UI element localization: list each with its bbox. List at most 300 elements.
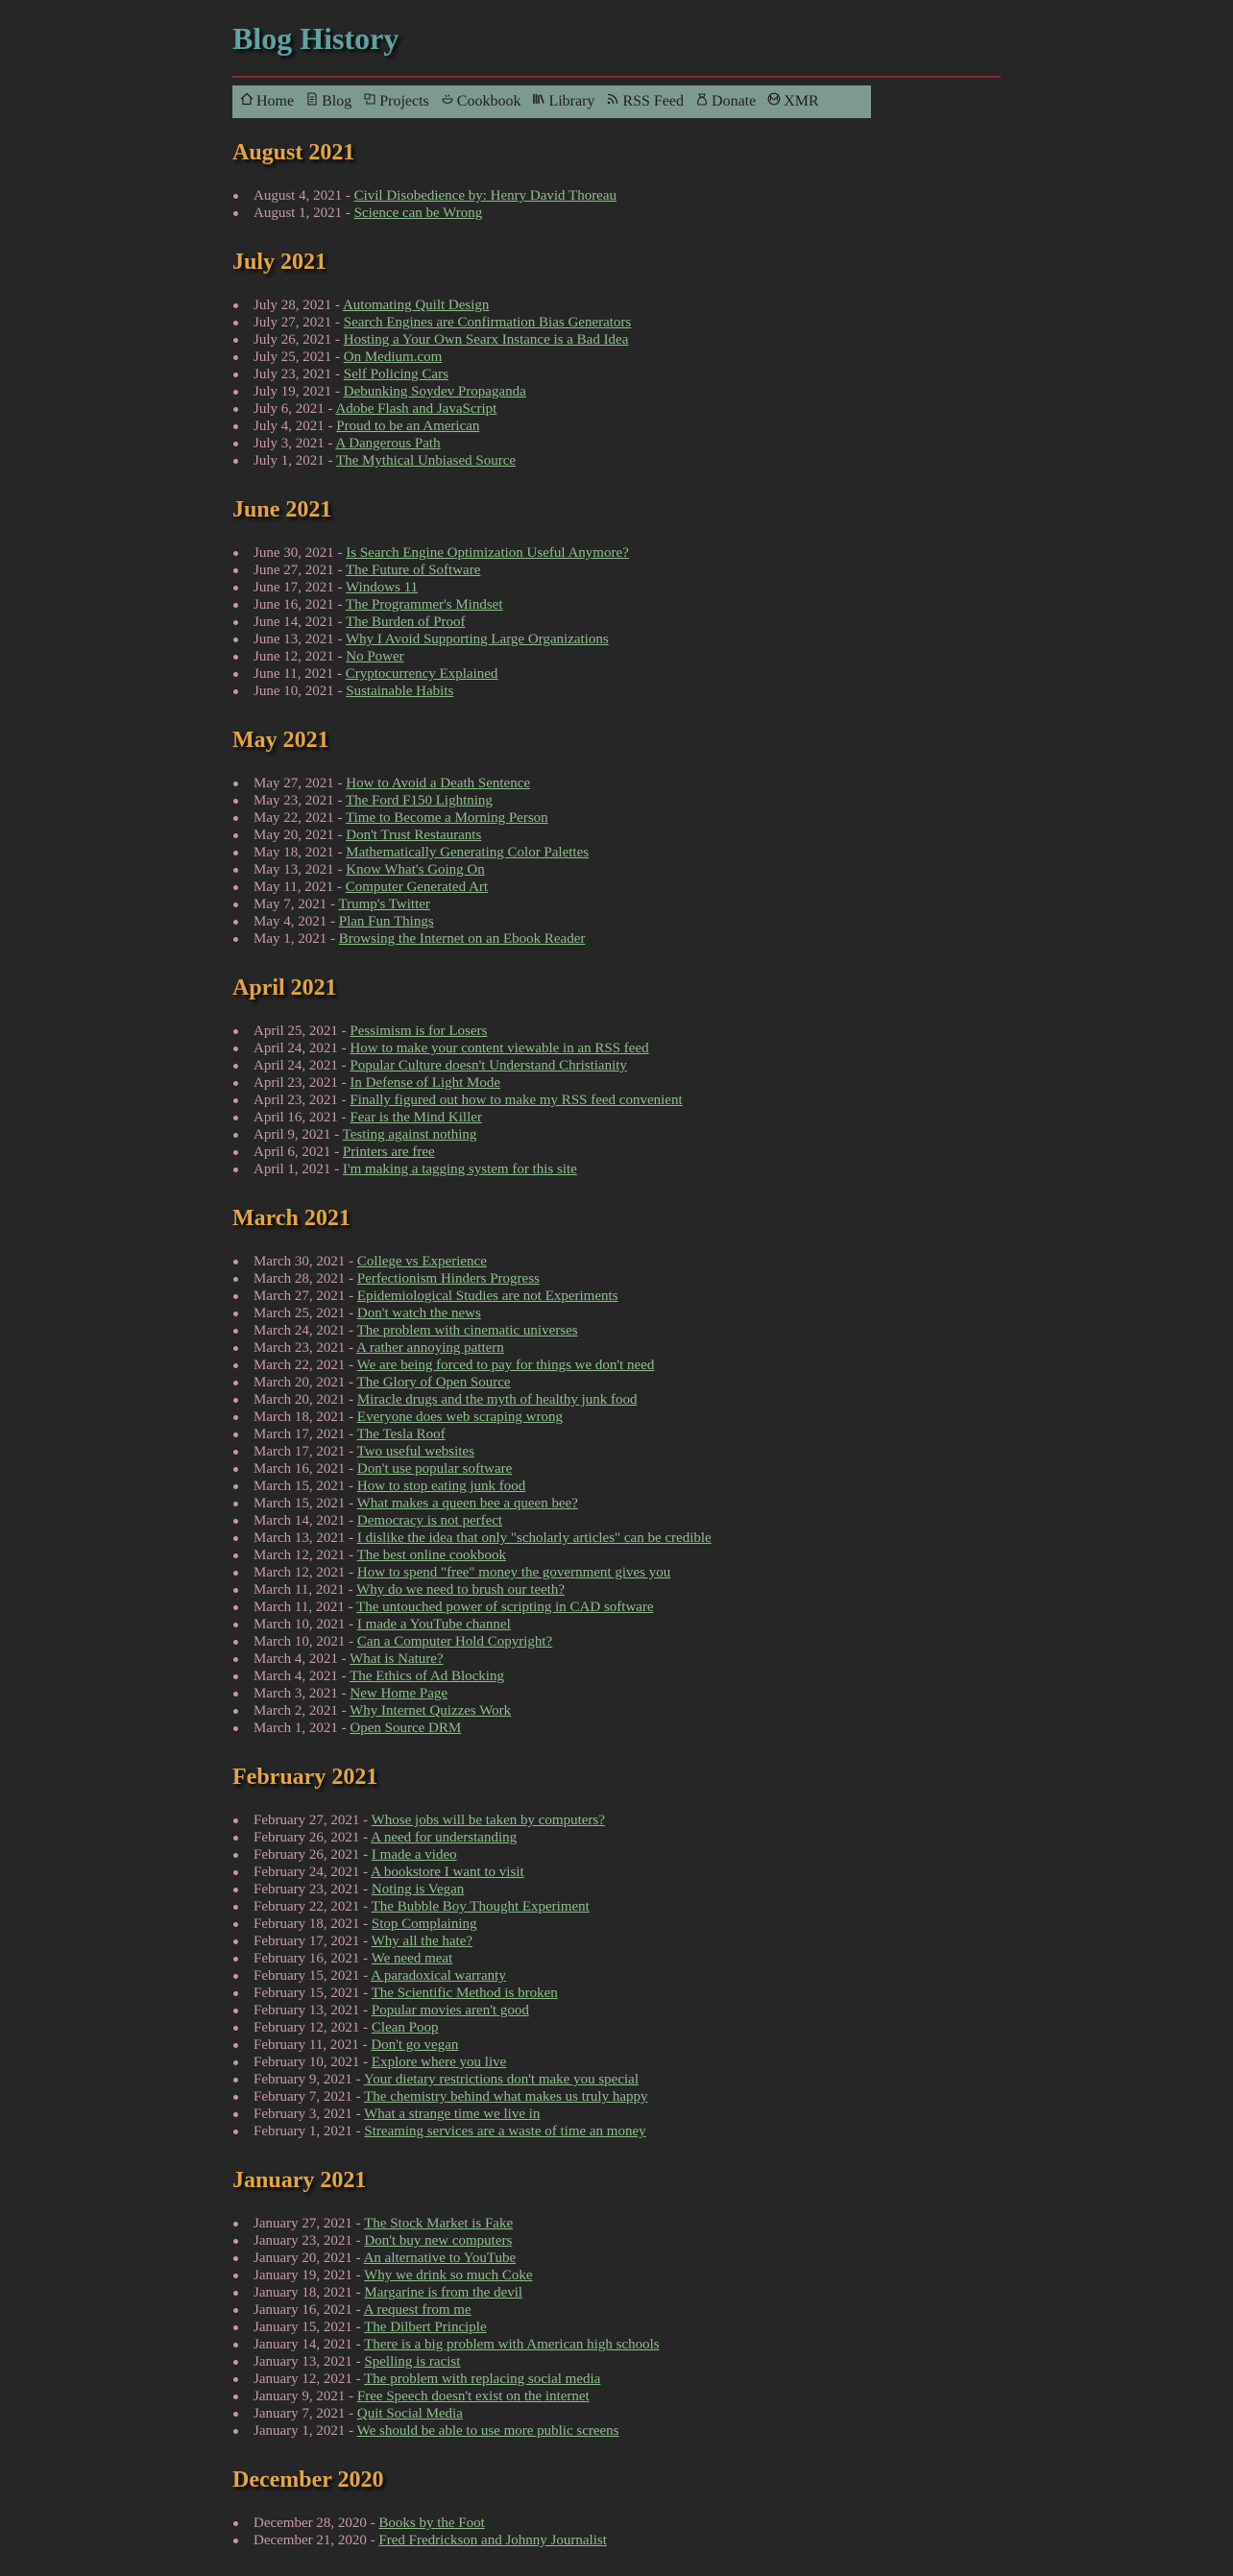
post-link[interactable]: The Ford F150 Lightning xyxy=(345,793,493,808)
post-link[interactable]: Finally figured out how to make my RSS feed convenient xyxy=(350,1093,683,1108)
post-link[interactable]: Debunking Soydev Propaganda xyxy=(343,384,526,399)
list-item xyxy=(254,2019,1001,2036)
post-link[interactable]: The Mythical Unbiased Source xyxy=(336,453,517,469)
date-separator: - xyxy=(337,1669,351,1684)
post-date: June 27, 2021 xyxy=(254,563,334,578)
post-link[interactable]: A request from me xyxy=(363,2302,471,2318)
date-separator: - xyxy=(345,1530,357,1546)
list-item xyxy=(254,366,1001,383)
date-separator: - xyxy=(351,2268,365,2283)
post-link[interactable]: Know What's Going On xyxy=(346,862,485,878)
post-link[interactable]: Why I Avoid Supporting Large Organizations xyxy=(345,632,609,647)
nav-item-projects[interactable] xyxy=(363,93,429,110)
date-separator: - xyxy=(337,1041,351,1056)
date-separator: - xyxy=(345,1444,357,1459)
post-date: May 20, 2021 xyxy=(254,828,334,843)
post-link[interactable]: Civil Disobedience by: Henry David Thoreau xyxy=(353,188,616,204)
post-list xyxy=(232,544,1001,700)
date-separator: - xyxy=(359,1882,372,1897)
date-separator: - xyxy=(345,1306,357,1321)
post-date: April 6, 2021 xyxy=(254,1144,331,1160)
list-item xyxy=(254,579,1001,596)
post-date: February 26, 2021 xyxy=(254,1830,360,1845)
home-icon xyxy=(240,92,254,106)
post-list xyxy=(232,1812,1001,2140)
date-separator: - xyxy=(331,298,343,313)
nav-item-donate[interactable] xyxy=(695,93,756,110)
date-separator: - xyxy=(333,545,347,561)
date-separator: - xyxy=(359,1830,372,1845)
post-link[interactable]: Hosting a Your Own Searx Instance is a Bad Idea xyxy=(343,332,629,348)
month-heading: January 2021 xyxy=(232,2168,367,2193)
rss-icon xyxy=(606,92,619,106)
post-date: July 4, 2021 xyxy=(254,419,325,434)
month-heading: June 2021 xyxy=(232,497,332,522)
list-item xyxy=(254,1074,1001,1092)
date-separator: - xyxy=(345,1634,357,1649)
post-link[interactable]: Don't use popular software xyxy=(356,1461,513,1477)
post-date: March 3, 2021 xyxy=(254,1686,338,1701)
post-date: March 14, 2021 xyxy=(254,1513,346,1529)
post-link[interactable]: The best online cookbook xyxy=(356,1548,507,1563)
list-item xyxy=(254,2336,1001,2353)
post-list xyxy=(232,1253,1001,1737)
post-link[interactable]: Self Policing Cars xyxy=(343,367,448,382)
date-separator: - xyxy=(351,2107,365,2122)
post-date: June 14, 2021 xyxy=(254,614,334,630)
list-item xyxy=(254,435,1001,452)
date-separator: - xyxy=(333,776,347,791)
month-section xyxy=(232,1205,1001,1737)
post-link[interactable]: The Bubble Boy Thought Experiment xyxy=(371,1899,590,1914)
post-link[interactable]: Fear is the Mind Killer xyxy=(350,1110,482,1125)
post-link[interactable]: On Medium.com xyxy=(343,349,443,365)
header-divider xyxy=(232,76,1001,78)
list-item xyxy=(254,1812,1001,1829)
post-date: July 1, 2021 xyxy=(254,453,325,469)
post-link[interactable]: Don't Trust Restaurants xyxy=(346,828,482,843)
date-separator: - xyxy=(344,1600,357,1615)
post-link[interactable]: Windows 11 xyxy=(345,580,419,595)
post-date: July 6, 2021 xyxy=(254,401,325,417)
post-link[interactable]: We should be able to use more public screens xyxy=(356,2423,619,2439)
date-separator: - xyxy=(351,2072,364,2087)
post-link[interactable]: A rather annoying pattern xyxy=(356,1340,504,1356)
date-separator: - xyxy=(345,1375,357,1390)
list-item xyxy=(254,1144,1001,1161)
date-separator: - xyxy=(345,1271,357,1287)
date-separator: - xyxy=(351,2233,365,2249)
list-item xyxy=(254,1426,1001,1443)
post-date: February 24, 2021 xyxy=(254,1865,360,1880)
list-item xyxy=(254,1864,1001,1881)
list-item xyxy=(254,1950,1001,1967)
nav-item-label: RSS Feed xyxy=(622,93,685,109)
date-separator: - xyxy=(359,1899,372,1914)
post-link[interactable]: Don't watch the news xyxy=(356,1306,481,1321)
date-separator: - xyxy=(351,2302,364,2318)
date-separator: - xyxy=(337,1721,351,1736)
date-separator: - xyxy=(345,1617,357,1632)
post-link[interactable]: The Glory of Open Source xyxy=(356,1375,511,1390)
list-item xyxy=(254,2106,1001,2123)
list-item xyxy=(254,331,1001,349)
post-date: February 12, 2021 xyxy=(254,2020,360,2035)
post-link[interactable]: The problem with replacing social media xyxy=(364,2371,601,2387)
list-item xyxy=(254,1599,1001,1616)
list-item xyxy=(254,1668,1001,1685)
post-date: February 23, 2021 xyxy=(254,1882,360,1897)
post-link[interactable]: Don't buy new computers xyxy=(364,2233,513,2249)
date-separator: - xyxy=(333,810,346,826)
post-link[interactable]: The Burden of Proof xyxy=(345,614,466,630)
post-date: February 22, 2021 xyxy=(254,1899,360,1914)
post-link[interactable]: The untouched power of scripting in CAD software xyxy=(356,1600,654,1615)
post-link[interactable]: Pessimism is for Losers xyxy=(350,1023,488,1039)
nav-item-label: Home xyxy=(256,93,295,109)
document-icon xyxy=(305,92,319,106)
list-item xyxy=(254,2215,1001,2232)
list-item xyxy=(254,1529,1001,1547)
post-date: June 10, 2021 xyxy=(254,684,334,699)
post-link[interactable]: Everyone does web scraping wrong xyxy=(356,1409,564,1425)
month-heading: December 2020 xyxy=(232,2468,384,2492)
list-item xyxy=(254,2232,1001,2250)
date-separator: - xyxy=(359,1934,372,1949)
date-separator: - xyxy=(333,845,347,860)
post-link[interactable]: The Tesla Roof xyxy=(356,1427,446,1442)
page-container xyxy=(232,0,1001,2576)
post-link[interactable]: Democracy is not perfect xyxy=(356,1513,503,1529)
date-separator: - xyxy=(345,2406,357,2421)
post-date: March 11, 2021 xyxy=(254,1582,345,1598)
post-link[interactable]: Why Internet Quizzes Work xyxy=(350,1703,512,1719)
date-separator: - xyxy=(331,315,344,330)
post-link[interactable]: An alternative to YouTube xyxy=(363,2251,517,2266)
list-item xyxy=(254,1985,1001,2002)
date-separator: - xyxy=(337,1686,351,1701)
list-item xyxy=(254,2036,1001,2054)
date-separator: - xyxy=(345,2423,357,2439)
post-date: March 13, 2021 xyxy=(254,1530,346,1546)
post-link[interactable]: Mathematically Generating Color Palettes xyxy=(346,845,590,860)
post-link[interactable]: Miracle drugs and the myth of healthy junk food xyxy=(356,1392,638,1408)
post-link[interactable]: Quit Social Media xyxy=(356,2406,463,2421)
post-list xyxy=(232,1023,1001,1178)
list-item xyxy=(254,544,1001,562)
post-link[interactable]: Automating Quilt Design xyxy=(342,298,490,313)
post-link[interactable]: Two useful websites xyxy=(356,1444,474,1459)
page-title: Blog History xyxy=(232,21,399,56)
list-item xyxy=(254,314,1001,331)
post-date: January 9, 2021 xyxy=(254,2389,346,2404)
month-heading: July 2021 xyxy=(232,250,327,275)
nav-item-label: Donate xyxy=(712,93,757,109)
post-link[interactable]: How to stop eating junk food xyxy=(356,1479,526,1494)
post-link[interactable]: Popular Culture doesn't Understand Christianity xyxy=(350,1058,627,1073)
post-link[interactable]: I made a video xyxy=(371,1847,457,1863)
date-separator: - xyxy=(345,1254,357,1269)
list-item xyxy=(254,1253,1001,1270)
post-date: April 23, 2021 xyxy=(254,1093,338,1108)
post-date: December 28, 2020 xyxy=(254,2516,367,2531)
list-item xyxy=(254,1443,1001,1460)
nav-item-label: Library xyxy=(548,93,595,109)
date-separator: - xyxy=(333,580,346,595)
month-heading: March 2021 xyxy=(232,1206,351,1231)
post-link[interactable]: Margarine is from the devil xyxy=(364,2285,523,2300)
post-link[interactable]: Cryptocurrency Explained xyxy=(345,666,498,682)
list-item xyxy=(254,1408,1001,1426)
list-item xyxy=(254,1915,1001,1933)
post-date: March 25, 2021 xyxy=(254,1306,346,1321)
post-link[interactable]: Adobe Flash and JavaScript xyxy=(335,401,497,417)
list-item xyxy=(254,562,1001,579)
post-link[interactable]: The Scientific Method is broken xyxy=(371,1986,558,2001)
post-link[interactable]: Books by the Foot xyxy=(378,2516,485,2531)
list-item xyxy=(254,2284,1001,2301)
post-date: March 12, 2021 xyxy=(254,1565,346,1580)
post-link[interactable]: I'm making a tagging system for this site xyxy=(342,1162,577,1177)
post-link[interactable]: How to Avoid a Death Sentence xyxy=(346,776,531,791)
post-date: March 17, 2021 xyxy=(254,1444,346,1459)
post-date: June 12, 2021 xyxy=(254,649,334,664)
post-link[interactable]: A Dangerous Path xyxy=(335,436,441,451)
post-link[interactable]: Search Engines are Confirmation Bias Generators xyxy=(343,315,632,330)
nav-item-xmr[interactable] xyxy=(767,93,818,110)
main-nav xyxy=(232,85,871,118)
post-link[interactable]: Printers are free xyxy=(342,1144,435,1160)
list-item xyxy=(254,1322,1001,1339)
list-item xyxy=(254,930,1001,948)
date-separator: - xyxy=(359,2003,372,2018)
date-separator: - xyxy=(351,2089,365,2105)
list-item xyxy=(254,665,1001,683)
post-link[interactable]: We are being forced to pay for things we don't need xyxy=(356,1358,655,1373)
post-link[interactable]: I made a YouTube channel xyxy=(356,1617,511,1632)
post-date: March 12, 2021 xyxy=(254,1548,346,1563)
post-link[interactable]: Clean Poop xyxy=(371,2020,439,2035)
post-link[interactable]: Trump's Twitter xyxy=(338,897,430,912)
post-date: January 7, 2021 xyxy=(254,2406,346,2421)
post-link[interactable]: Computer Generated Art xyxy=(345,879,488,895)
post-link[interactable]: Open Source DRM xyxy=(350,1721,462,1736)
post-link[interactable]: Noting is Vegan xyxy=(371,1882,465,1897)
nav-item-rss-feed[interactable] xyxy=(606,93,684,110)
post-link[interactable]: Spelling is racist xyxy=(364,2354,461,2370)
list-item xyxy=(254,297,1001,314)
post-date: June 30, 2021 xyxy=(254,545,334,561)
post-date: February 10, 2021 xyxy=(254,2055,360,2070)
post-date: January 12, 2021 xyxy=(254,2371,352,2387)
post-link[interactable]: What makes a queen bee a queen bee? xyxy=(356,1496,578,1511)
post-link[interactable]: Can a Computer Hold Copyright? xyxy=(356,1634,553,1649)
list-item xyxy=(254,349,1001,366)
list-item xyxy=(254,2250,1001,2267)
date-separator: - xyxy=(345,1513,357,1529)
list-item xyxy=(254,2088,1001,2106)
date-separator: - xyxy=(345,1392,357,1408)
list-item xyxy=(254,1702,1001,1720)
date-separator: - xyxy=(366,2516,379,2531)
post-link[interactable]: Why do we need to brush our teeth? xyxy=(356,1582,566,1598)
post-link[interactable]: The Stock Market is Fake xyxy=(364,2216,514,2231)
post-link[interactable]: The problem with cinematic universes xyxy=(356,1323,578,1338)
post-link[interactable]: What is Nature? xyxy=(350,1651,444,1667)
post-link[interactable]: New Home Page xyxy=(350,1686,448,1701)
post-date: August 4, 2021 xyxy=(254,188,343,204)
post-date: March 4, 2021 xyxy=(254,1669,338,1684)
nav-item-label: Cookbook xyxy=(456,93,521,109)
post-link[interactable]: The Programmer's Mindset xyxy=(345,597,503,613)
post-link[interactable]: Your dietary restrictions don't make you special xyxy=(363,2072,639,2087)
post-list xyxy=(232,775,1001,948)
date-separator: - xyxy=(333,563,346,578)
post-date: May 22, 2021 xyxy=(254,810,334,826)
date-separator: - xyxy=(337,1075,351,1091)
post-date: May 1, 2021 xyxy=(254,931,327,947)
nav-item-library[interactable] xyxy=(532,93,594,110)
date-separator: - xyxy=(331,384,344,399)
list-item xyxy=(254,2071,1001,2088)
date-separator: - xyxy=(337,1093,351,1108)
post-link[interactable]: In Defense of Light Mode xyxy=(350,1075,501,1091)
post-link[interactable]: The chemistry behind what makes us truly happy xyxy=(364,2089,648,2105)
list-item xyxy=(254,596,1001,614)
list-item xyxy=(254,1460,1001,1478)
post-date: April 24, 2021 xyxy=(254,1041,338,1056)
post-link[interactable]: Sustainable Habits xyxy=(346,684,454,699)
post-link[interactable]: College vs Experience xyxy=(356,1254,487,1269)
date-separator: - xyxy=(345,1479,357,1494)
post-date: February 26, 2021 xyxy=(254,1847,360,1863)
post-date: February 17, 2021 xyxy=(254,1934,360,1949)
list-item xyxy=(254,2405,1001,2422)
date-separator: - xyxy=(337,1110,351,1125)
date-separator: - xyxy=(345,1358,357,1373)
post-link[interactable]: Popular movies aren't good xyxy=(371,2003,529,2018)
list-item xyxy=(254,1512,1001,1529)
post-link[interactable]: Is Search Engine Optimization Useful Anymore? xyxy=(346,545,629,561)
date-separator: - xyxy=(330,1162,343,1177)
date-separator: - xyxy=(331,349,344,365)
nav-item-cookbook[interactable] xyxy=(441,93,521,110)
month-heading: August 2021 xyxy=(232,140,355,165)
month-section xyxy=(232,139,1001,222)
post-date: March 1, 2021 xyxy=(254,1721,338,1736)
post-link[interactable]: The Ethics of Ad Blocking xyxy=(350,1669,504,1684)
projects-icon xyxy=(363,92,376,106)
post-link[interactable]: The Dilbert Principle xyxy=(364,2320,487,2335)
cookbook-icon xyxy=(441,92,454,106)
post-date: February 3, 2021 xyxy=(254,2107,352,2122)
list-item xyxy=(254,1650,1001,1668)
post-link[interactable]: How to make your content viewable in an RSS feed xyxy=(350,1041,649,1056)
list-item xyxy=(254,648,1001,665)
post-link[interactable]: A paradoxical warranty xyxy=(371,1968,506,1984)
list-item xyxy=(254,1881,1001,1898)
post-link[interactable]: I dislike the idea that only "scholarly articles" can be credible xyxy=(356,1530,712,1546)
post-list xyxy=(232,297,1001,469)
post-date: February 15, 2021 xyxy=(254,1968,360,1984)
nav-item-blog[interactable] xyxy=(305,93,351,110)
post-date: July 28, 2021 xyxy=(254,298,332,313)
nav-item-label: Blog xyxy=(322,93,352,109)
date-separator: - xyxy=(337,1058,351,1073)
post-link[interactable]: The Future of Software xyxy=(345,563,481,578)
list-item xyxy=(254,1685,1001,1702)
date-separator: - xyxy=(333,684,347,699)
post-date: March 22, 2021 xyxy=(254,1358,346,1373)
post-link[interactable]: Perfectionism Hinders Progress xyxy=(356,1271,540,1287)
post-link[interactable]: No Power xyxy=(346,649,404,664)
post-link[interactable]: Explore where you live xyxy=(371,2055,507,2070)
post-link[interactable]: What a strange time we live in xyxy=(364,2107,541,2122)
date-separator: - xyxy=(359,1916,372,1932)
date-separator: - xyxy=(358,2037,372,2053)
date-separator: - xyxy=(351,2251,364,2266)
post-link[interactable]: Fred Fredrickson and Johnny Journalist xyxy=(378,2533,607,2548)
date-separator: - xyxy=(359,1847,372,1863)
list-item xyxy=(254,792,1001,809)
post-link[interactable]: Streaming services are a waste of time an money xyxy=(364,2124,646,2139)
post-date: March 15, 2021 xyxy=(254,1496,346,1511)
list-item xyxy=(254,896,1001,913)
post-date: April 1, 2021 xyxy=(254,1162,331,1177)
date-separator: - xyxy=(345,1288,357,1304)
list-item xyxy=(254,1564,1001,1581)
date-separator: - xyxy=(351,2354,365,2370)
post-link[interactable]: Whose jobs will be taken by computers? xyxy=(371,1813,605,1828)
post-link[interactable]: Testing against nothing xyxy=(342,1127,477,1143)
post-date: March 15, 2021 xyxy=(254,1479,346,1494)
post-date: March 10, 2021 xyxy=(254,1617,346,1632)
post-link[interactable]: Science can be Wrong xyxy=(353,205,483,221)
date-separator: - xyxy=(351,2320,365,2335)
post-link[interactable]: Don't go vegan xyxy=(371,2037,459,2053)
list-item xyxy=(254,2267,1001,2284)
list-item xyxy=(254,2123,1001,2140)
post-link[interactable]: Why we drink so much Coke xyxy=(364,2268,533,2283)
post-link[interactable]: How to spend "free" money the government gives you xyxy=(356,1565,671,1580)
post-link[interactable]: Why all the hate? xyxy=(371,1934,473,1949)
date-separator: - xyxy=(330,1127,343,1143)
post-link[interactable]: Time to Become a Morning Person xyxy=(345,810,548,826)
post-link[interactable]: Free Speech doesn't exist on the internet xyxy=(356,2389,590,2404)
post-link[interactable]: There is a big problem with American high schools xyxy=(364,2337,660,2352)
date-separator: - xyxy=(333,666,346,682)
date-separator: - xyxy=(345,1340,357,1356)
post-date: March 28, 2021 xyxy=(254,1271,346,1287)
post-date: January 14, 2021 xyxy=(254,2337,352,2352)
post-date: June 13, 2021 xyxy=(254,632,334,647)
post-link[interactable]: A bookstore I want to visit xyxy=(371,1865,524,1880)
post-link[interactable]: Plan Fun Things xyxy=(338,914,434,929)
post-link[interactable]: Proud to be an American xyxy=(336,419,480,434)
post-link[interactable]: A need for understanding xyxy=(371,1830,518,1845)
nav-item-label: XMR xyxy=(784,93,819,109)
post-date: February 1, 2021 xyxy=(254,2124,352,2139)
list-item xyxy=(254,1391,1001,1408)
post-link[interactable]: Stop Complaining xyxy=(371,1916,477,1932)
post-date: July 19, 2021 xyxy=(254,384,332,399)
library-icon xyxy=(532,92,545,106)
post-link[interactable]: Epidemiological Studies are not Experiments xyxy=(356,1288,618,1304)
list-item xyxy=(254,614,1001,631)
post-link[interactable]: Browsing the Internet on an Ebook Reader xyxy=(338,931,586,947)
nav-item-home[interactable] xyxy=(240,93,294,110)
post-link[interactable]: We need meat xyxy=(371,1951,453,1966)
